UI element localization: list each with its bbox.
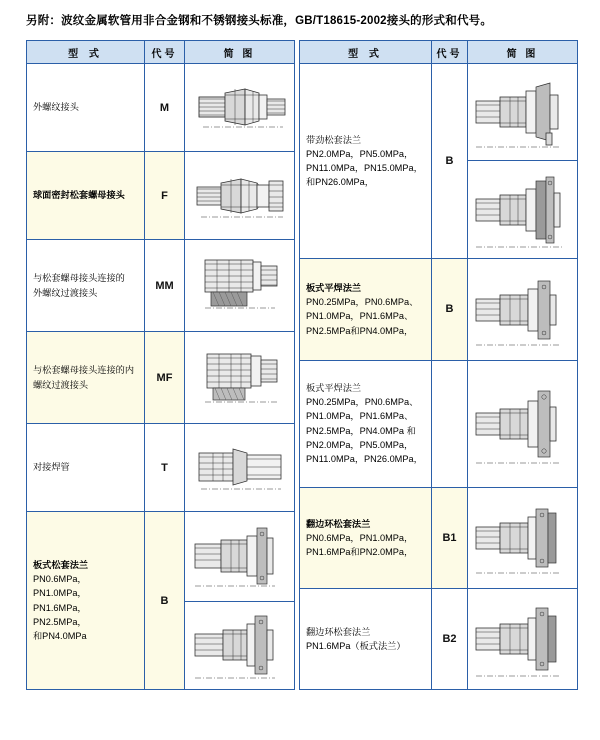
table-row [300,487,578,588]
lap-joint-flange-icon [468,495,577,581]
row-description [27,64,145,152]
desc-line: 板式松套法兰 [33,559,89,570]
row-figure [185,512,295,602]
row-figure [185,152,295,240]
plate-loose-flange-icon [185,514,294,600]
desc-line: 球面密封松套螺母接头 [33,190,125,201]
left-joint-table [26,40,295,690]
row-figure [468,487,578,588]
row-code: B [432,64,468,259]
table-row [300,259,578,360]
desc-line: PN11.0MPa，PN26.0MPa， [306,454,423,465]
desc-line: PN1.6MPa和PN2.0MPa， [306,547,414,558]
desc-title: 翻边环松套法兰 [306,518,371,529]
desc-line: PN1.6MPa（板式法兰） [306,640,406,651]
row-description [27,512,145,690]
row-description [300,259,432,360]
male-thread-transition-joint-icon [185,244,294,328]
desc-title: 翻边环松套法兰 [306,626,371,637]
desc-line: PN11.0MPa，PN15.0MPa， [306,163,423,174]
row-code: T [145,424,185,512]
desc-line: 外螺纹接头 [33,102,79,113]
desc-line: PN2.0MPa，PN5.0MPa， [306,439,414,450]
desc-line: PN2.5MPa，PN4.0MPa 和 [306,425,416,436]
row-figure [468,64,578,161]
row-figure [468,259,578,360]
header-figure: 简 图 [185,41,295,64]
row-figure [468,360,578,487]
desc-line: PN0.6MPa，PN1.0MPa， [33,574,87,599]
header-code: 代号 [145,41,185,64]
table-row [27,64,295,152]
desc-line: 和PN4.0MPa [33,631,87,641]
table-row [300,360,578,487]
table-header-row [300,41,578,64]
right-joint-table [299,40,578,690]
desc-line: 外螺纹过渡接头 [33,287,98,298]
table-row [300,588,578,689]
row-code: B [145,512,185,690]
desc-line: PN0.25MPa，PN0.6MPa、 [306,297,419,308]
row-description [27,424,145,512]
tables-container [26,40,576,690]
table-row [27,152,295,240]
plate-loose-flange-2-icon [185,604,294,688]
row-description [27,152,145,240]
row-code: B1 [432,487,468,588]
row-figure [185,240,295,332]
table-row [27,424,295,512]
desc-line: 螺纹过渡接头 [33,379,89,390]
row-figure [185,64,295,152]
table-row [27,332,295,424]
desc-line: PN2.0MPa，PN5.0MPa， [306,148,414,159]
row-code: MM [145,240,185,332]
lap-joint-flange-2-icon [468,596,577,682]
row-description [300,588,432,689]
table-row [300,64,578,161]
header-code: 代号 [432,41,468,64]
desc-line: PN1.0MPa，PN1.6MPa、 [306,411,414,422]
row-code: M [145,64,185,152]
row-code: F [145,152,185,240]
page-title: 另附：波纹金属软管用非合金钢和不锈钢接头标准，GB/T18615-2002接头的形式和代号。 [26,15,493,27]
desc-line: PN1.0MPa，PN1.6MPa、 [306,311,414,322]
spherical-seal-union-nut-joint-icon [185,157,294,235]
male-thread-joint-icon [185,69,294,147]
header-type: 型 式 [27,41,145,64]
desc-line: PN0.6MPa，PN1.0MPa， [306,532,414,543]
desc-line: 与松套螺母接头连接的内 [33,365,135,376]
header-type: 型 式 [300,41,432,64]
desc-line: PN2.5MPa和PN4.0MPa， [306,325,414,336]
ribbed-loose-flange-2-icon [468,167,577,253]
butt-weld-pipe-icon [185,429,294,507]
desc-line: PN1.6MPa，PN2.5MPa， [33,602,87,627]
plate-flat-weld-flange-2-icon [468,371,577,477]
desc-line: 与松套螺母接头连接的 [33,273,125,284]
desc-title: 板式平焊法兰 [306,282,362,293]
row-figure [185,424,295,512]
row-code: MF [145,332,185,424]
desc-line: PN0.25MPa，PN0.6MPa、 [306,397,419,408]
row-code: B [432,259,468,360]
row-code: B2 [432,588,468,689]
table-row [27,240,295,332]
row-figure [185,602,295,690]
desc-line: 对接焊管 [33,462,70,473]
row-description [27,332,145,424]
female-thread-transition-joint-icon [185,336,294,420]
row-description [300,360,432,487]
table-row [27,512,295,602]
desc-line: 和PN26.0MPa， [306,177,374,188]
row-figure [468,160,578,259]
row-description [300,487,432,588]
table-header-row [27,41,295,64]
desc-title: 板式平焊法兰 [306,382,362,393]
row-description [27,240,145,332]
row-code [432,360,468,487]
row-figure [185,332,295,424]
row-figure [468,588,578,689]
row-description [300,64,432,259]
header-figure: 简 图 [468,41,578,64]
plate-flat-weld-flange-icon [468,265,577,353]
desc-title: 带劲松套法兰 [306,134,362,145]
ribbed-loose-flange-icon [468,71,577,153]
